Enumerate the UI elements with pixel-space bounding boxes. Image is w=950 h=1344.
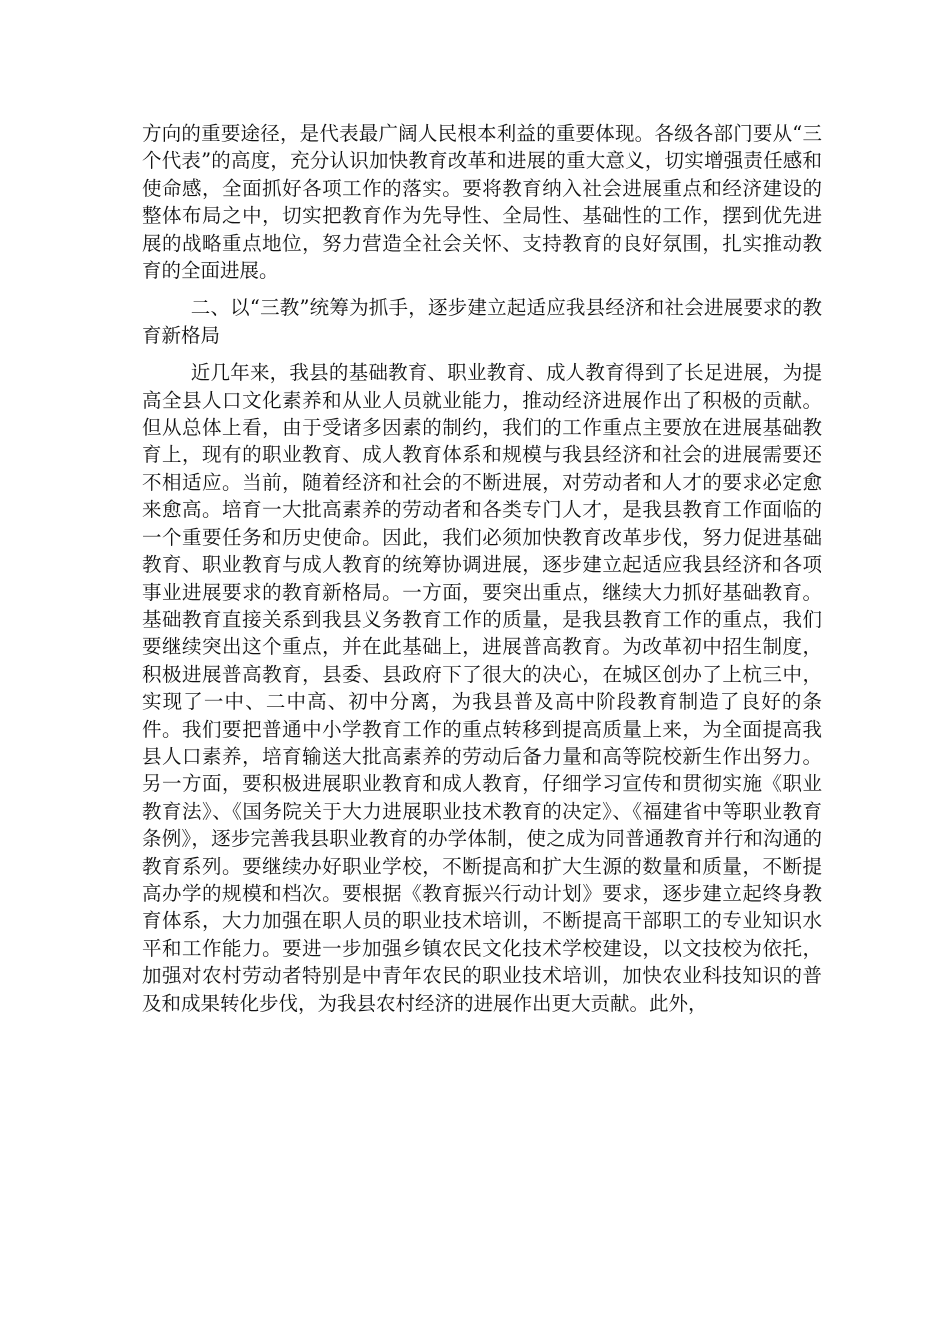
paragraph-body: 近几年来，我县的基础教育、职业教育、成人教育得到了长足进展，为提高全县人口文化素养和从业人员就业能力，推动经济进展作出了积极的贡献。但从总体上看，由于受诸多因素的制约，我们的工作重点主要放在进展基础教育上，现有的职业教育、成人教育体系和规模与我县经济和社会的进展需要还不相适应。当前，随着经济和社会的不断进展，对劳动者和人才的要求必定愈来愈高。培育一大批高素养的劳动者和各类专门人才，是我县教育工作面临的一个重要任务和历史使命。因此，我们必须加快教育改革步伐，努力促进基础教育、职业教育与成人教育的统筹协调进展，逐步建立起适应我县经济和各项事业进展要求的教育新格局。一方面，要突出重点，继续大力抓好基础教育。基础教育直接关系到我县义务教育工作的质量，是我县教育工作的重点，我们要继续突出这个重点，并在此基础上，进展普高教育。为改革初中招生制度，积极进展普高教育，县委、县政府下了很大的决心，在城区创办了上杭三中，实现了一中、二中高、初中分离，为我县普及高中阶段教育制造了良好的条件。我们要把普通中小学教育工作的重点转移到提高质量上来，为全面提高我县人口素养，培育输送大批高素养的劳动后备力量和高等院校新生作出努力。另一方面，要积极进展职业教育和成人教育，仔细学习宣传和贯彻实施《职业教育法》、《国务院关于大力进展职业技术教育的决定》、《福建省中等职业教育条例》，逐步完善我县职业教育的办学体制，使之成为同普通教育并行和沟通的教育系列。要继续办好职业学校，不断提高和扩大生源的数量和质量，不断提高办学的规模和档次。要根据《教育振兴行动计划》要求，逐步建立起终身教育体系，大力加强在职人员的职业技术培训，不断提高干部职工的专业知识水平和工作能力。要进一步加强乡镇农民文化技术学校建设，以文技校为依托，加强对农村劳动者特别是中青年农民的职业技术培训，加快农业科技知识的普及和成果转化步伐，为我县农村经济的进展作出更大贡献。此外，: [142, 361, 822, 1015]
document-body: [142, 120, 822, 1017]
paragraph-continuation: 方向的重要途径，是代表最广阔人民根本利益的重要体现。各级各部门要从“三个代表”的高度，充分认识加快教育改革和进展的重大意义，切实增强责任感和使命感，全面抓好各项工作的落实。要将教育纳入社会进展重点和经济建设的整体布局之中，切实把教育作为先导性、全局性、基础性的工作，摆到优先进展的战略重点地位，努力营造全社会关怀、支持教育的良好氛围，扎实推动教育的全面进展。: [142, 122, 822, 283]
section-heading: 二、以“三教”统筹为抓手，逐步建立起适应我县经济和社会进展要求的教育新格局: [142, 296, 822, 347]
